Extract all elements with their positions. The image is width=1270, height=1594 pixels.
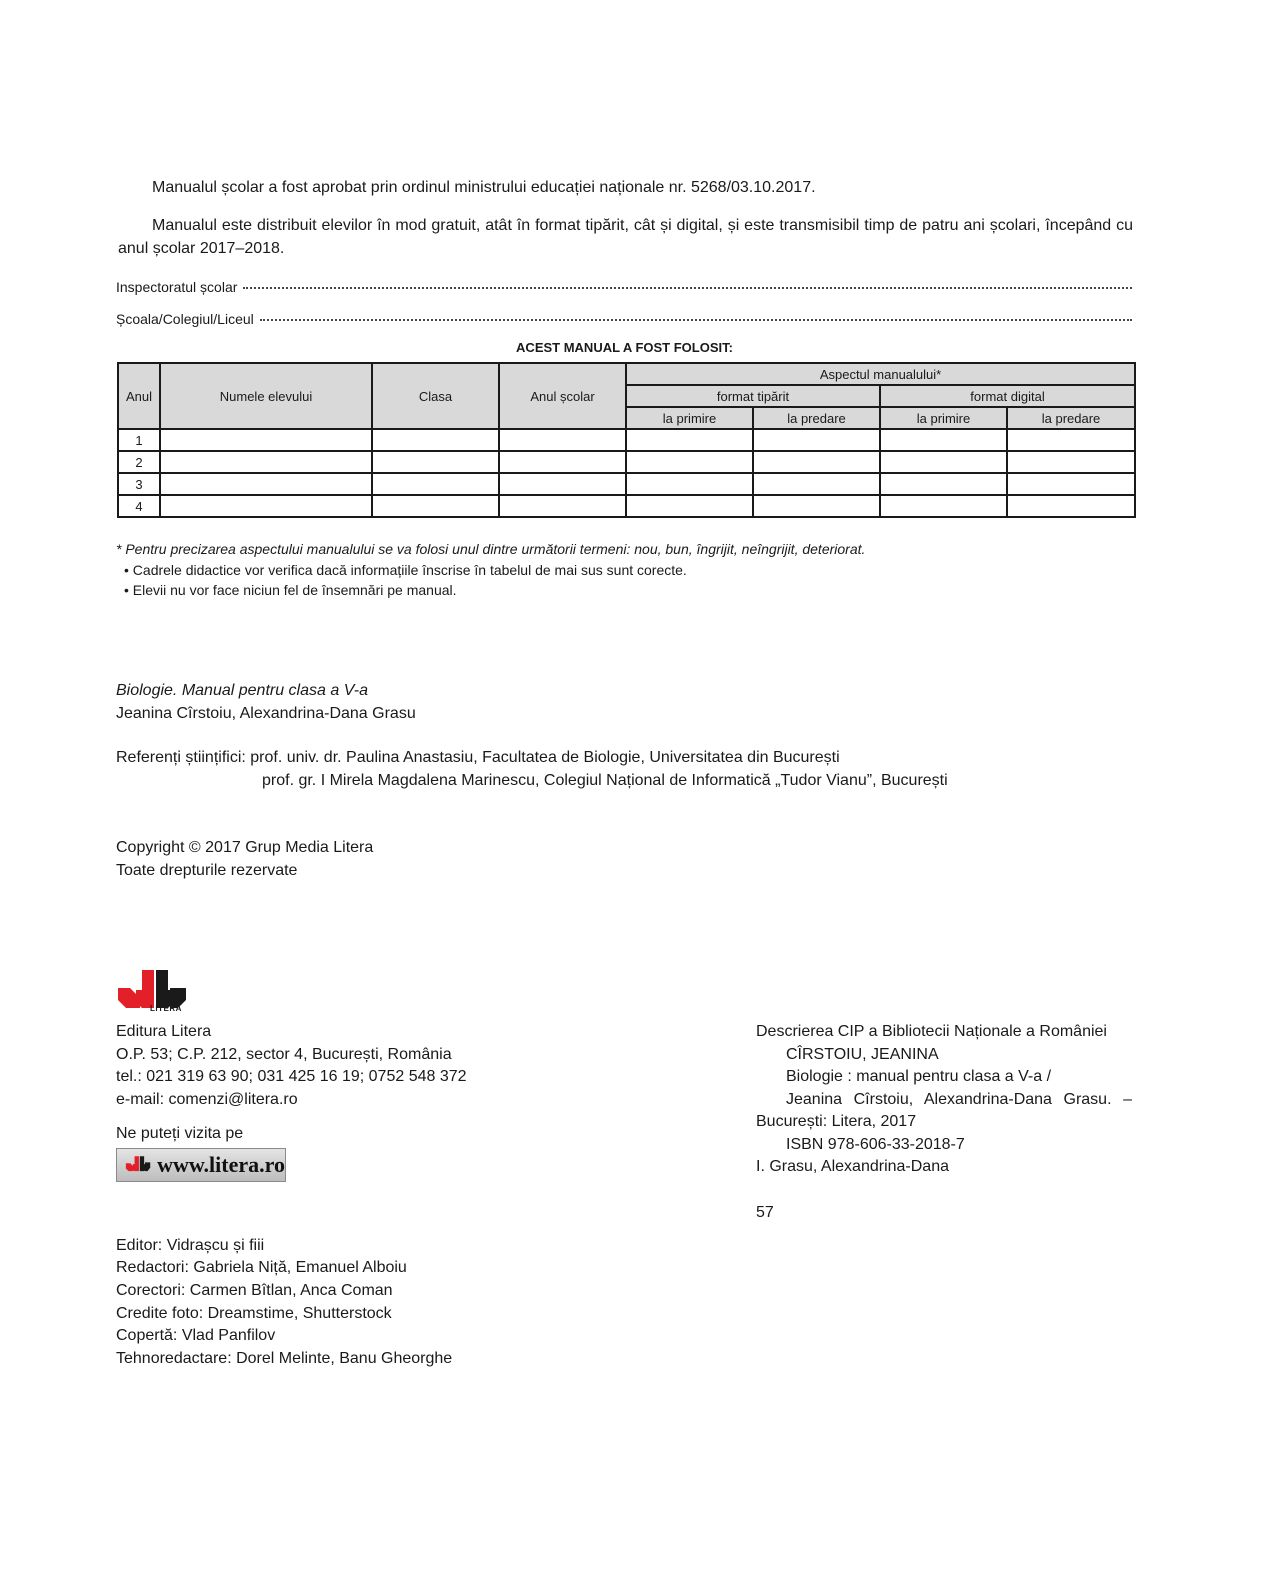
litera-logo xyxy=(116,968,190,1016)
credit-photo: Credite foto: Dreamstime, Shutterstock xyxy=(116,1305,392,1322)
printed-return-header: la predare xyxy=(753,407,880,429)
cip-author: CÎRSTOIU, JEANINA xyxy=(786,1046,939,1063)
digital-receipt-cell[interactable] xyxy=(880,429,1007,451)
publisher-phones: tel.: 021 319 63 90; 031 425 16 19; 0752 548 372 xyxy=(116,1068,467,1085)
student-header: Numele elevului xyxy=(160,363,372,429)
row-number: 1 xyxy=(118,429,160,451)
school-label: Școala/Colegiul/Liceul xyxy=(116,311,254,327)
school-field xyxy=(116,311,1132,327)
school-year-cell[interactable] xyxy=(499,429,626,451)
class-header: Clasa xyxy=(372,363,499,429)
credit-redactors: Redactori: Gabriela Niță, Emanuel Alboiu xyxy=(116,1259,407,1276)
printed-return-cell[interactable] xyxy=(753,429,880,451)
referee-line-1 xyxy=(116,746,840,769)
class-cell[interactable] xyxy=(372,495,499,517)
printed-receipt-cell[interactable] xyxy=(626,451,753,473)
school-dotted-line xyxy=(260,319,1132,321)
class-cell[interactable] xyxy=(372,473,499,495)
school-year-header: Anul școlar xyxy=(499,363,626,429)
class-cell[interactable] xyxy=(372,429,499,451)
referee-2: prof. gr. I Mirela Magdalena Marinescu, Colegiul Național de Informatică „Tudor Vianu”, București xyxy=(262,772,948,789)
approval-text: Manualul școlar a fost aprobat prin ordinul ministrului educației naționale nr. 5268/03.10.2017. xyxy=(152,179,816,196)
litera-mini-logo-icon xyxy=(125,1154,151,1176)
digital-return-cell[interactable] xyxy=(1007,429,1135,451)
table-row xyxy=(118,429,1135,451)
class-cell[interactable] xyxy=(372,451,499,473)
cip-classification: 57 xyxy=(756,1204,774,1221)
row-number: 3 xyxy=(118,473,160,495)
cip-publication: București: Litera, 2017 xyxy=(756,1113,917,1130)
inspectorate-label: Inspectoratul școlar xyxy=(116,279,238,295)
publisher-name: Editura Litera xyxy=(116,1023,212,1040)
referee-1: prof. univ. dr. Paulina Anastasiu, Facultatea de Biologie, Universitatea din București xyxy=(250,749,840,766)
digital-receipt-header: la primire xyxy=(880,407,1007,429)
logo-wordmark: LITERA xyxy=(150,1004,182,1013)
digital-return-header: la predare xyxy=(1007,407,1135,429)
publisher-address: O.P. 53; C.P. 212, sector 4, București, România xyxy=(116,1046,452,1063)
copyright-line: Copyright © 2017 Grup Media Litera xyxy=(116,839,374,856)
year-header: Anul xyxy=(118,363,160,429)
printed-format-header: format tipărit xyxy=(626,385,880,407)
book-authors: Jeanina Cîrstoiu, Alexandrina-Dana Grasu xyxy=(116,705,416,722)
website-url: www.litera.ro xyxy=(157,1152,285,1177)
student-cell[interactable] xyxy=(160,429,372,451)
table-row xyxy=(118,495,1135,517)
header-row-1 xyxy=(118,363,1135,385)
table-row xyxy=(118,451,1135,473)
printed-return-cell[interactable] xyxy=(753,495,880,517)
aspect-header: Aspectul manualului* xyxy=(626,363,1135,385)
student-cell[interactable] xyxy=(160,495,372,517)
rights-reserved-line: Toate drepturile rezervate xyxy=(116,862,298,879)
note-bullet-teachers: • Cadrele didactice vor verifica dacă informațiile înscrise în tabelul de mai sus sunt corecte. xyxy=(124,562,687,578)
usage-table-title: ACEST MANUAL A FOST FOLOSIT: xyxy=(516,340,733,355)
inspectorate-field xyxy=(116,279,1132,295)
table-row xyxy=(118,473,1135,495)
cip-title: Biologie : manual pentru clasa a V-a / xyxy=(786,1068,1052,1085)
digital-receipt-cell[interactable] xyxy=(880,473,1007,495)
visit-us-text: Ne puteți vizita pe xyxy=(116,1125,244,1142)
student-cell[interactable] xyxy=(160,451,372,473)
website-badge-link[interactable] xyxy=(116,1148,286,1182)
row-number: 4 xyxy=(118,495,160,517)
credit-correctors: Corectori: Carmen Bîtlan, Anca Coman xyxy=(116,1282,393,1299)
distribution-paragraph: Manualul este distribuit elevilor în mod gratuit, atât în format tipărit, cât și digital, și este transmisibil timp de patru ani școlari, începând cu anul școlar 2017–2018. xyxy=(118,217,1133,257)
cip-isbn: ISBN 978-606-33-2018-7 xyxy=(786,1136,965,1153)
digital-return-cell[interactable] xyxy=(1007,495,1135,517)
printed-receipt-header: la primire xyxy=(626,407,753,429)
referees-label: Referenți științifici: xyxy=(116,749,246,766)
credit-cover: Copertă: Vlad Panfilov xyxy=(116,1327,276,1344)
cip-header: Descrierea CIP a Bibliotecii Naționale a României xyxy=(756,1023,1107,1040)
printed-receipt-cell[interactable] xyxy=(626,495,753,517)
school-year-cell[interactable] xyxy=(499,451,626,473)
inspectorate-dotted-line xyxy=(243,287,1132,289)
credit-typesetting: Tehnoredactare: Dorel Melinte, Banu Gheorghe xyxy=(116,1350,453,1367)
digital-format-header: format digital xyxy=(880,385,1135,407)
note-bullet-students: • Elevii nu vor face niciun fel de însemnări pe manual. xyxy=(124,582,457,598)
school-year-cell[interactable] xyxy=(499,473,626,495)
footnote: * Pentru precizarea aspectului manualului se va folosi unul dintre următorii termeni: nou, bun, îngrijit, neîngrijit, deteriorat. xyxy=(116,541,866,557)
row-number: 2 xyxy=(118,451,160,473)
usage-table xyxy=(117,362,1136,518)
approval-paragraph xyxy=(118,176,1133,199)
credit-editor: Editor: Vidrașcu și fiii xyxy=(116,1237,265,1254)
school-year-cell[interactable] xyxy=(499,495,626,517)
digital-receipt-cell[interactable] xyxy=(880,451,1007,473)
publisher-email: e-mail: comenzi@litera.ro xyxy=(116,1091,298,1108)
digital-return-cell[interactable] xyxy=(1007,451,1135,473)
printed-return-cell[interactable] xyxy=(753,473,880,495)
cip-authors: Jeanina Cîrstoiu, Alexandrina-Dana Grasu. – xyxy=(786,1091,1132,1108)
printed-receipt-cell[interactable] xyxy=(626,429,753,451)
printed-receipt-cell[interactable] xyxy=(626,473,753,495)
printed-return-cell[interactable] xyxy=(753,451,880,473)
student-cell[interactable] xyxy=(160,473,372,495)
book-title: Biologie. Manual pentru clasa a V-a xyxy=(116,682,368,699)
cip-secondary-author: I. Grasu, Alexandrina-Dana xyxy=(756,1158,949,1175)
digital-receipt-cell[interactable] xyxy=(880,495,1007,517)
digital-return-cell[interactable] xyxy=(1007,473,1135,495)
